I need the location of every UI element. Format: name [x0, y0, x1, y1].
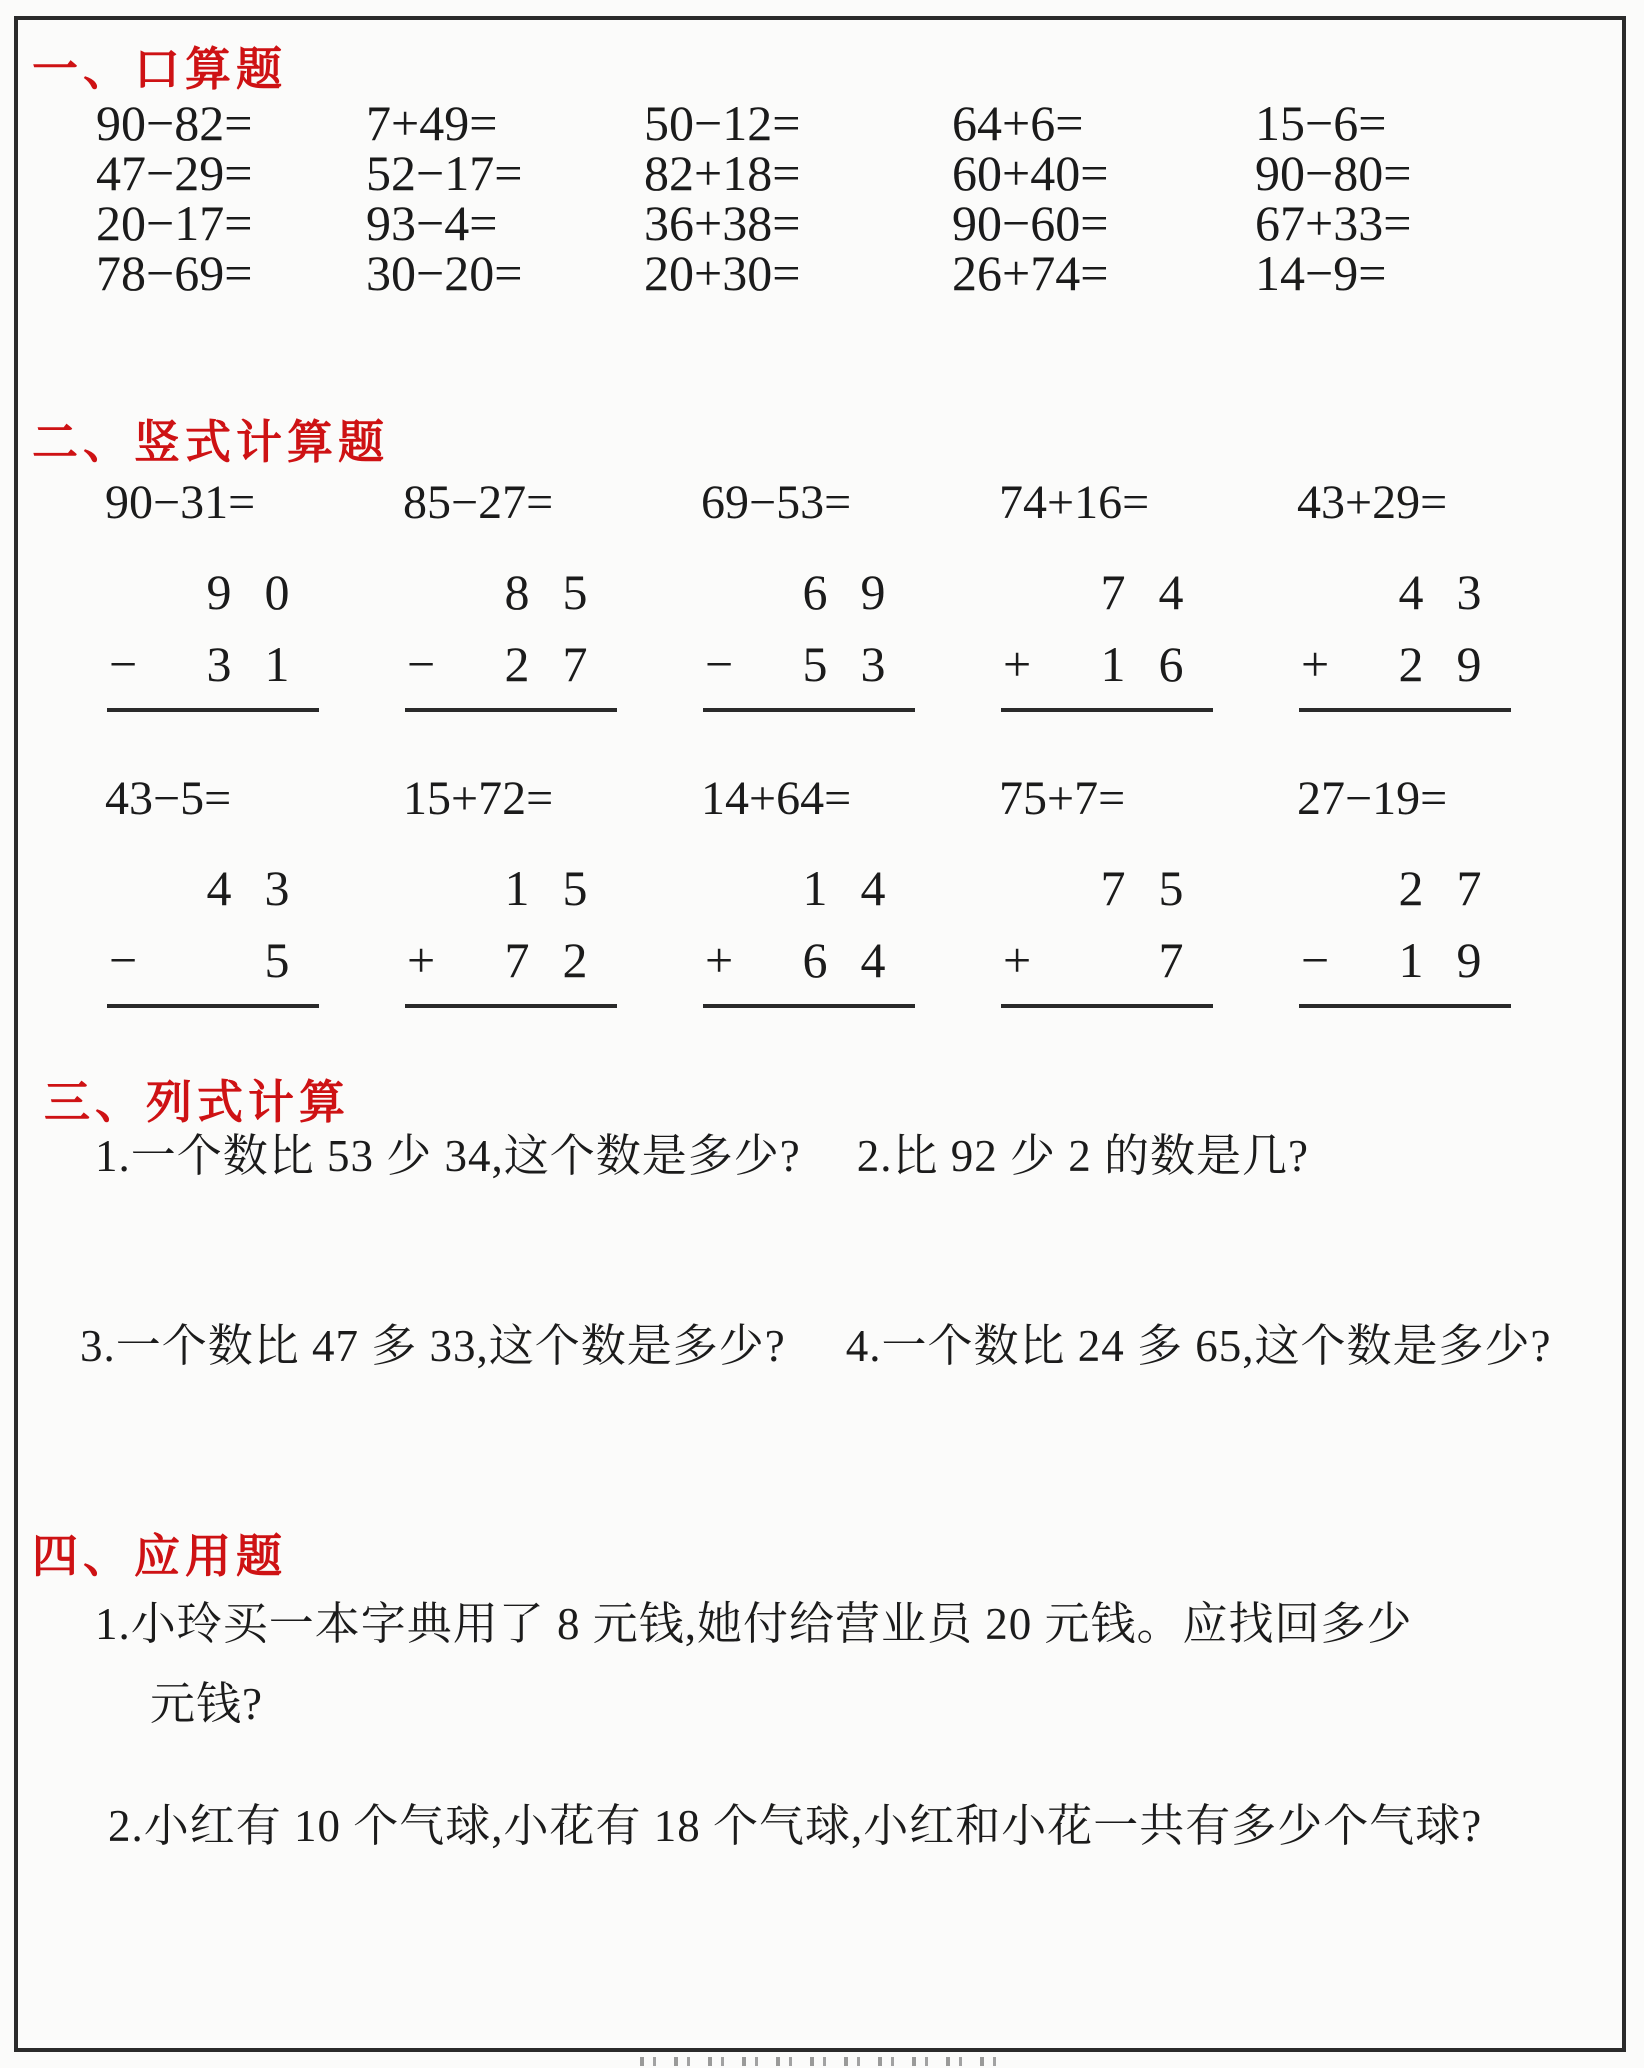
answer-line — [1299, 1004, 1511, 1008]
top-tens-digit: 4 — [206, 860, 232, 916]
expression-problem-1: 1.一个数比 53 少 34,这个数是多少? — [95, 1131, 801, 1181]
vertical-problem — [1297, 772, 1595, 1008]
vertical-problem-expression: 75+7= — [999, 772, 1126, 825]
vertical-problem — [999, 476, 1297, 712]
operator-sign: − — [109, 636, 138, 692]
top-tens-digit: 9 — [206, 564, 232, 620]
vertical-problem — [701, 476, 999, 712]
vertical-problem — [1297, 476, 1595, 712]
top-tens-digit: 8 — [504, 564, 530, 620]
top-tens-digit: 2 — [1398, 860, 1424, 916]
top-units-digit: 3 — [1456, 564, 1482, 620]
bottom-units-digit: 2 — [562, 932, 588, 988]
operator-sign: + — [1301, 636, 1330, 692]
expression-problem-2: 2.比 92 少 2 的数是几? — [856, 1131, 1309, 1181]
oral-problem: 52−17= — [366, 145, 523, 201]
oral-problem: 20+30= — [644, 245, 801, 301]
vertical-problem — [999, 772, 1297, 1008]
vertical-worked-form — [1297, 852, 1595, 996]
vertical-worked-form — [701, 852, 999, 996]
top-units-digit: 5 — [562, 860, 588, 916]
bottom-tens-digit — [1084, 924, 1142, 996]
bottom-units-digit: 1 — [264, 636, 290, 692]
oral-problem: 60+40= — [952, 145, 1109, 201]
oral-problem: 26+74= — [952, 245, 1109, 301]
top-units-digit: 9 — [860, 564, 886, 620]
oral-problem: 14−9= — [1255, 245, 1387, 301]
bottom-tens-digit: 2 — [1398, 636, 1424, 692]
bottom-units-digit: 6 — [1158, 636, 1184, 692]
top-tens-digit: 6 — [802, 564, 828, 620]
vertical-worked-form — [999, 852, 1297, 996]
top-tens-digit: 1 — [504, 860, 530, 916]
vertical-problem — [403, 772, 701, 1008]
top-units-digit: 7 — [1456, 860, 1482, 916]
bottom-units-digit: 9 — [1456, 636, 1482, 692]
operator-sign: − — [705, 636, 734, 692]
bottom-units-digit: 3 — [860, 636, 886, 692]
operator-sign: + — [1003, 636, 1032, 692]
oral-problem: 15−6= — [1255, 95, 1387, 151]
section-title-vertical: 二、竖式计算题 — [32, 416, 389, 468]
operator-sign: + — [1003, 932, 1032, 988]
oral-problem: 90−82= — [96, 95, 253, 151]
oral-problem: 90−80= — [1255, 145, 1412, 201]
vertical-problem-expression: 43−5= — [105, 772, 232, 825]
oral-problem: 78−69= — [96, 245, 253, 301]
oral-problem: 90−60= — [952, 195, 1109, 251]
operator-sign: + — [407, 932, 436, 988]
vertical-problem — [701, 772, 999, 1008]
word-problem-1-line-1: 1.小玲买一本字典用了 8 元钱,她付给营业员 20 元钱。应找回多少 — [95, 1599, 1413, 1649]
vertical-problem-expression: 43+29= — [1297, 476, 1448, 529]
oral-problem: 82+18= — [644, 145, 801, 201]
answer-line — [1299, 708, 1511, 712]
oral-problems-grid — [96, 95, 1495, 301]
expression-problem-3: 3.一个数比 47 多 33,这个数是多少? — [80, 1321, 786, 1371]
vertical-problem-expression: 69−53= — [701, 476, 852, 529]
answer-line — [405, 708, 617, 712]
oral-problem: 30−20= — [366, 245, 523, 301]
vertical-problem — [105, 476, 403, 712]
top-tens-digit: 4 — [1398, 564, 1424, 620]
vertical-problem-expression: 90−31= — [105, 476, 256, 529]
vertical-worked-form — [999, 556, 1297, 700]
top-tens-digit: 7 — [1100, 564, 1126, 620]
oral-problem: 36+38= — [644, 195, 801, 251]
vertical-worked-form — [701, 556, 999, 700]
bottom-units-digit: 5 — [264, 932, 290, 988]
top-tens-digit: 1 — [802, 860, 828, 916]
answer-line — [703, 1004, 915, 1008]
section-title-expression: 三、列式计算 — [44, 1076, 350, 1128]
answer-line — [1001, 1004, 1213, 1008]
vertical-problem — [403, 476, 701, 712]
bottom-tens-digit: 5 — [802, 636, 828, 692]
bottom-units-digit: 9 — [1456, 932, 1482, 988]
answer-line — [703, 708, 915, 712]
bottom-tens-digit — [190, 924, 248, 996]
expression-problem-4: 4.一个数比 24 多 65,这个数是多少? — [845, 1321, 1552, 1371]
operator-sign: + — [705, 932, 734, 988]
vertical-problems-row-2 — [105, 772, 1595, 1008]
oral-problem: 93−4= — [366, 195, 498, 251]
vertical-worked-form — [403, 556, 701, 700]
vertical-worked-form — [105, 852, 403, 996]
bottom-units-digit: 7 — [1158, 932, 1184, 988]
top-units-digit: 5 — [1158, 860, 1184, 916]
bottom-tens-digit: 7 — [504, 932, 530, 988]
operator-sign: − — [1301, 932, 1330, 988]
answer-line — [405, 1004, 617, 1008]
vertical-worked-form — [105, 556, 403, 700]
oral-problem: 20−17= — [96, 195, 253, 251]
section-title-word-problems: 四、应用题 — [32, 1530, 287, 1582]
answer-line — [107, 708, 319, 712]
vertical-problem-expression: 15+72= — [403, 772, 554, 825]
top-units-digit: 3 — [264, 860, 290, 916]
vertical-problem-expression: 14+64= — [701, 772, 852, 825]
top-units-digit: 0 — [264, 564, 290, 620]
top-units-digit: 4 — [1158, 564, 1184, 620]
word-problem-2: 2.小红有 10 个气球,小花有 18 个气球,小红和小花一共有多少个气球? — [108, 1801, 1483, 1851]
bottom-tens-digit: 3 — [206, 636, 232, 692]
vertical-worked-form — [403, 852, 701, 996]
expression-problems-line-1 — [95, 1128, 1309, 1184]
vertical-worked-form — [1297, 556, 1595, 700]
vertical-problem-expression: 85−27= — [403, 476, 554, 529]
top-units-digit: 4 — [860, 860, 886, 916]
bottom-units-digit: 7 — [562, 636, 588, 692]
section-title-oral: 一、口算题 — [32, 43, 287, 95]
page-border — [14, 16, 1626, 2052]
expression-problems-line-2 — [80, 1318, 1551, 1374]
oral-problem: 64+6= — [952, 95, 1084, 151]
operator-sign: − — [109, 932, 138, 988]
bottom-tens-digit: 1 — [1398, 932, 1424, 988]
operator-sign: − — [407, 636, 436, 692]
vertical-problems-row-1 — [105, 476, 1595, 712]
top-units-digit: 5 — [562, 564, 588, 620]
answer-line — [1001, 708, 1213, 712]
vertical-problem-expression: 27−19= — [1297, 772, 1448, 825]
vertical-problem-expression: 74+16= — [999, 476, 1150, 529]
word-problem-1-line-2: 元钱? — [150, 1679, 263, 1729]
oral-problem: 50−12= — [644, 95, 801, 151]
bottom-tens-digit: 1 — [1100, 636, 1126, 692]
answer-line — [107, 1004, 319, 1008]
vertical-problem — [105, 772, 403, 1008]
bottom-tens-digit: 2 — [504, 636, 530, 692]
footer-cutoff-text — [640, 2057, 1012, 2066]
bottom-tens-digit: 6 — [802, 932, 828, 988]
top-tens-digit: 7 — [1100, 860, 1126, 916]
bottom-units-digit: 4 — [860, 932, 886, 988]
oral-problem: 47−29= — [96, 145, 253, 201]
oral-problem: 67+33= — [1255, 195, 1412, 251]
oral-problem: 7+49= — [366, 95, 498, 151]
